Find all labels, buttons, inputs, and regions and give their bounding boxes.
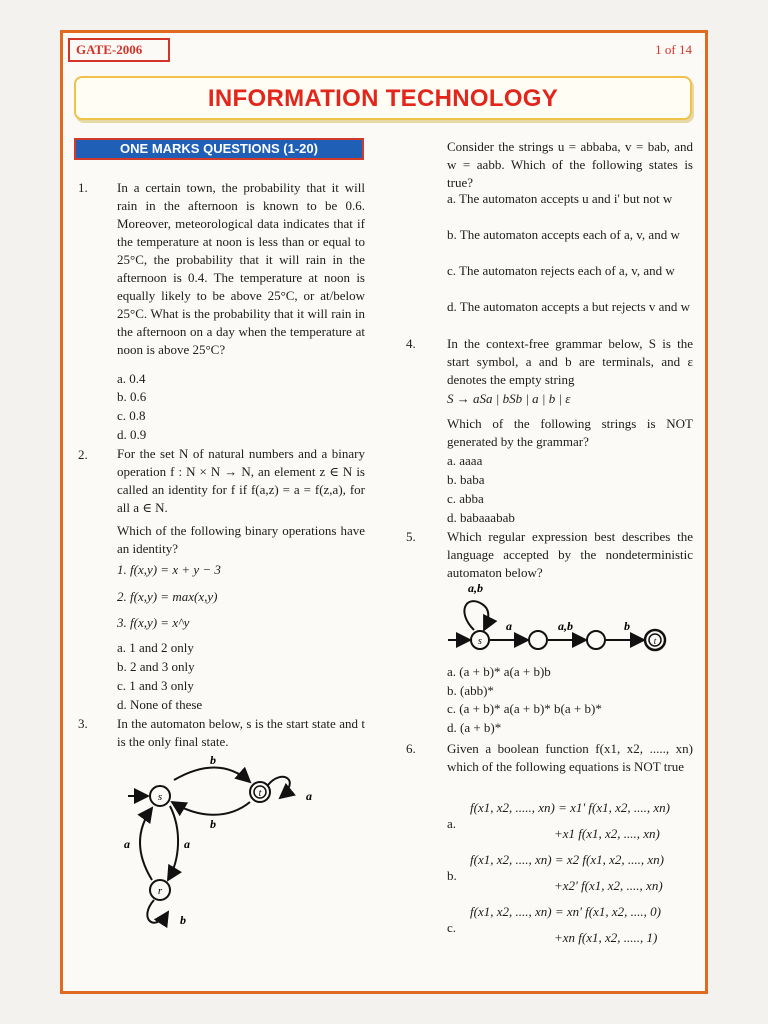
- q6-option-b-label: b.: [447, 868, 457, 883]
- q4-question: Which of the following strings is NOT generated by the grammar?: [447, 416, 693, 449]
- q5-automaton-diagram: [440, 582, 680, 662]
- q5-option-d: d. (a + b)*: [447, 720, 502, 735]
- q2-question: Which of the following binary operations have an identity?: [117, 523, 365, 556]
- title-banner: [74, 76, 692, 120]
- q4-text: In the context-free grammar below, S is the start symbol, a and b are terminals, and ε denotes the empty string: [447, 336, 693, 387]
- r-loop-label: b: [180, 913, 186, 927]
- page-title: INFORMATION TECHNOLOGY: [207, 85, 559, 112]
- edge-r-s: [140, 808, 152, 880]
- q2-option-c: c. 1 and 3 only: [117, 678, 194, 693]
- q3-option-d: d. The automaton accepts a but rejects v and w: [447, 299, 691, 314]
- r-self-loop: [147, 900, 168, 923]
- q5-state-t-label: t: [653, 636, 657, 646]
- q6-number: 6.: [406, 741, 416, 756]
- state-r-label: r: [157, 885, 163, 897]
- q3-option-b: b. The automaton accepts each of a, v, and w: [447, 227, 680, 242]
- edge-3-label: b: [624, 619, 630, 633]
- q2-option-a: a. 1 and 2 only: [117, 640, 194, 655]
- q1-option-b: b. 0.6: [117, 389, 147, 404]
- edge-r-s-label: a: [124, 837, 130, 851]
- q3-automaton-diagram: [110, 750, 330, 940]
- q6-option-a-line2: +x1 f(x1, x2, ...., xn): [554, 826, 660, 841]
- edge-t-s-label: b: [210, 817, 216, 831]
- q6-option-a-label: a.: [447, 816, 457, 831]
- q1-option-d: d. 0.9: [117, 427, 147, 442]
- q2-op-3: 3. f(x,y) = x^y: [117, 615, 190, 630]
- page-number: 1 of 14: [655, 42, 692, 57]
- q6-option-b-line1: f(x1, x2, ...., xn) = x2 f(x1, x2, ...., xn): [470, 852, 664, 867]
- s-self-loop: [464, 601, 488, 630]
- q5-option-b: b. (abb)*: [447, 683, 494, 698]
- edge-s-r: [168, 806, 178, 880]
- loop-label: a,b: [468, 582, 483, 595]
- q3-continuation: Consider the strings u = abbaba, v = bab, and w = aabb. Which of the following states is true?: [447, 139, 693, 190]
- q5-option-c: c. (a + b)* a(a + b)* b(a + b)*: [447, 701, 602, 716]
- q5-text: Which regular expression best describes the language accepted by the nondeterministic automaton below?: [447, 529, 693, 580]
- q4-option-c: c. abba: [447, 491, 484, 506]
- q3-option-a: a. The automaton accepts u and i' but not w: [447, 191, 673, 206]
- q5-state-3: [587, 631, 605, 649]
- q1-text: In a certain town, the probability that it will rain in the afternoon is known to be 0.6. Moreover, meteorological data indicates that if the temperature at noon is less than or equal to 25°C, the probability that it will rain in the afternoon is 0.4. The temperature at noon is equally likely to be above 25°C, or at/below 25°C. What is the probability that it will rain in the afternoon on a day when the temperature at noon is above 25°C?: [117, 180, 365, 357]
- state-s-label: s: [157, 791, 163, 803]
- q1-option-c: c. 0.8: [117, 408, 146, 423]
- t-self-loop: [268, 777, 290, 798]
- edge-s-r-label: a: [184, 837, 190, 851]
- q2-option-b: b. 2 and 3 only: [117, 659, 195, 674]
- section-heading: ONE MARKS QUESTIONS (1-20): [74, 138, 364, 160]
- q5-option-a: a. (a + b)* a(a + b)b: [447, 664, 551, 679]
- edge-2-label: a,b: [558, 619, 573, 633]
- q5-state-s-label: s: [478, 636, 482, 647]
- edge-1-label: a: [506, 619, 512, 633]
- q6-option-a-line1: f(x1, x2, ....., xn) = x1' f(x1, x2, ...., xn): [470, 800, 670, 815]
- q2-number: 2.: [78, 447, 88, 462]
- exam-label: GATE-2006: [68, 38, 170, 62]
- q6-text: Given a boolean function f(x1, x2, ....., xn) which of the following equations is NOT true: [447, 741, 693, 774]
- q6-option-b-line2: +x2' f(x1, x2, ...., xn): [554, 878, 663, 893]
- q3-option-c: c. The automaton rejects each of a, v, and w: [447, 263, 675, 278]
- q1-option-a: a. 0.4: [117, 371, 146, 386]
- q5-number: 5.: [406, 529, 416, 544]
- q4-option-b: b. baba: [447, 472, 485, 487]
- q3-text: In the automaton below, s is the start state and t is the only final state.: [117, 716, 365, 749]
- q6-option-c-line1: f(x1, x2, ...., xn) = xn' f(x1, x2, ...., 0): [470, 904, 661, 919]
- q4-option-a: a. aaaa: [447, 453, 483, 468]
- q6-option-c-line2: +xn f(x1, x2, ....., 1): [554, 930, 658, 945]
- q4-option-d: d. babaaabab: [447, 510, 515, 525]
- q2-option-d: d. None of these: [117, 697, 203, 712]
- q1-number: 1.: [78, 180, 88, 195]
- q4-number: 4.: [406, 336, 416, 351]
- q3-number: 3.: [78, 716, 88, 731]
- state-t-label: t: [258, 788, 262, 799]
- q5-state-2: [529, 631, 547, 649]
- edge-t-s: [172, 802, 250, 815]
- t-loop-label: a: [306, 789, 312, 803]
- edge-s-t-label: b: [210, 753, 216, 767]
- q2-op-1: 1. f(x,y) = x + y − 3: [117, 562, 221, 577]
- q4-grammar: S → aSa | bSb | a | b | ε: [447, 391, 571, 406]
- q2-op-2: 2. f(x,y) = max(x,y): [117, 589, 218, 604]
- q6-option-c-label: c.: [447, 920, 457, 935]
- edge-s-t: [174, 767, 250, 782]
- q2-text: For the set N of natural numbers and a binary operation f : N × N → N, an element z ∈ N is called an identity for f if f(a,z) = a = f(z,a), for all a ∈ N.: [117, 446, 365, 515]
